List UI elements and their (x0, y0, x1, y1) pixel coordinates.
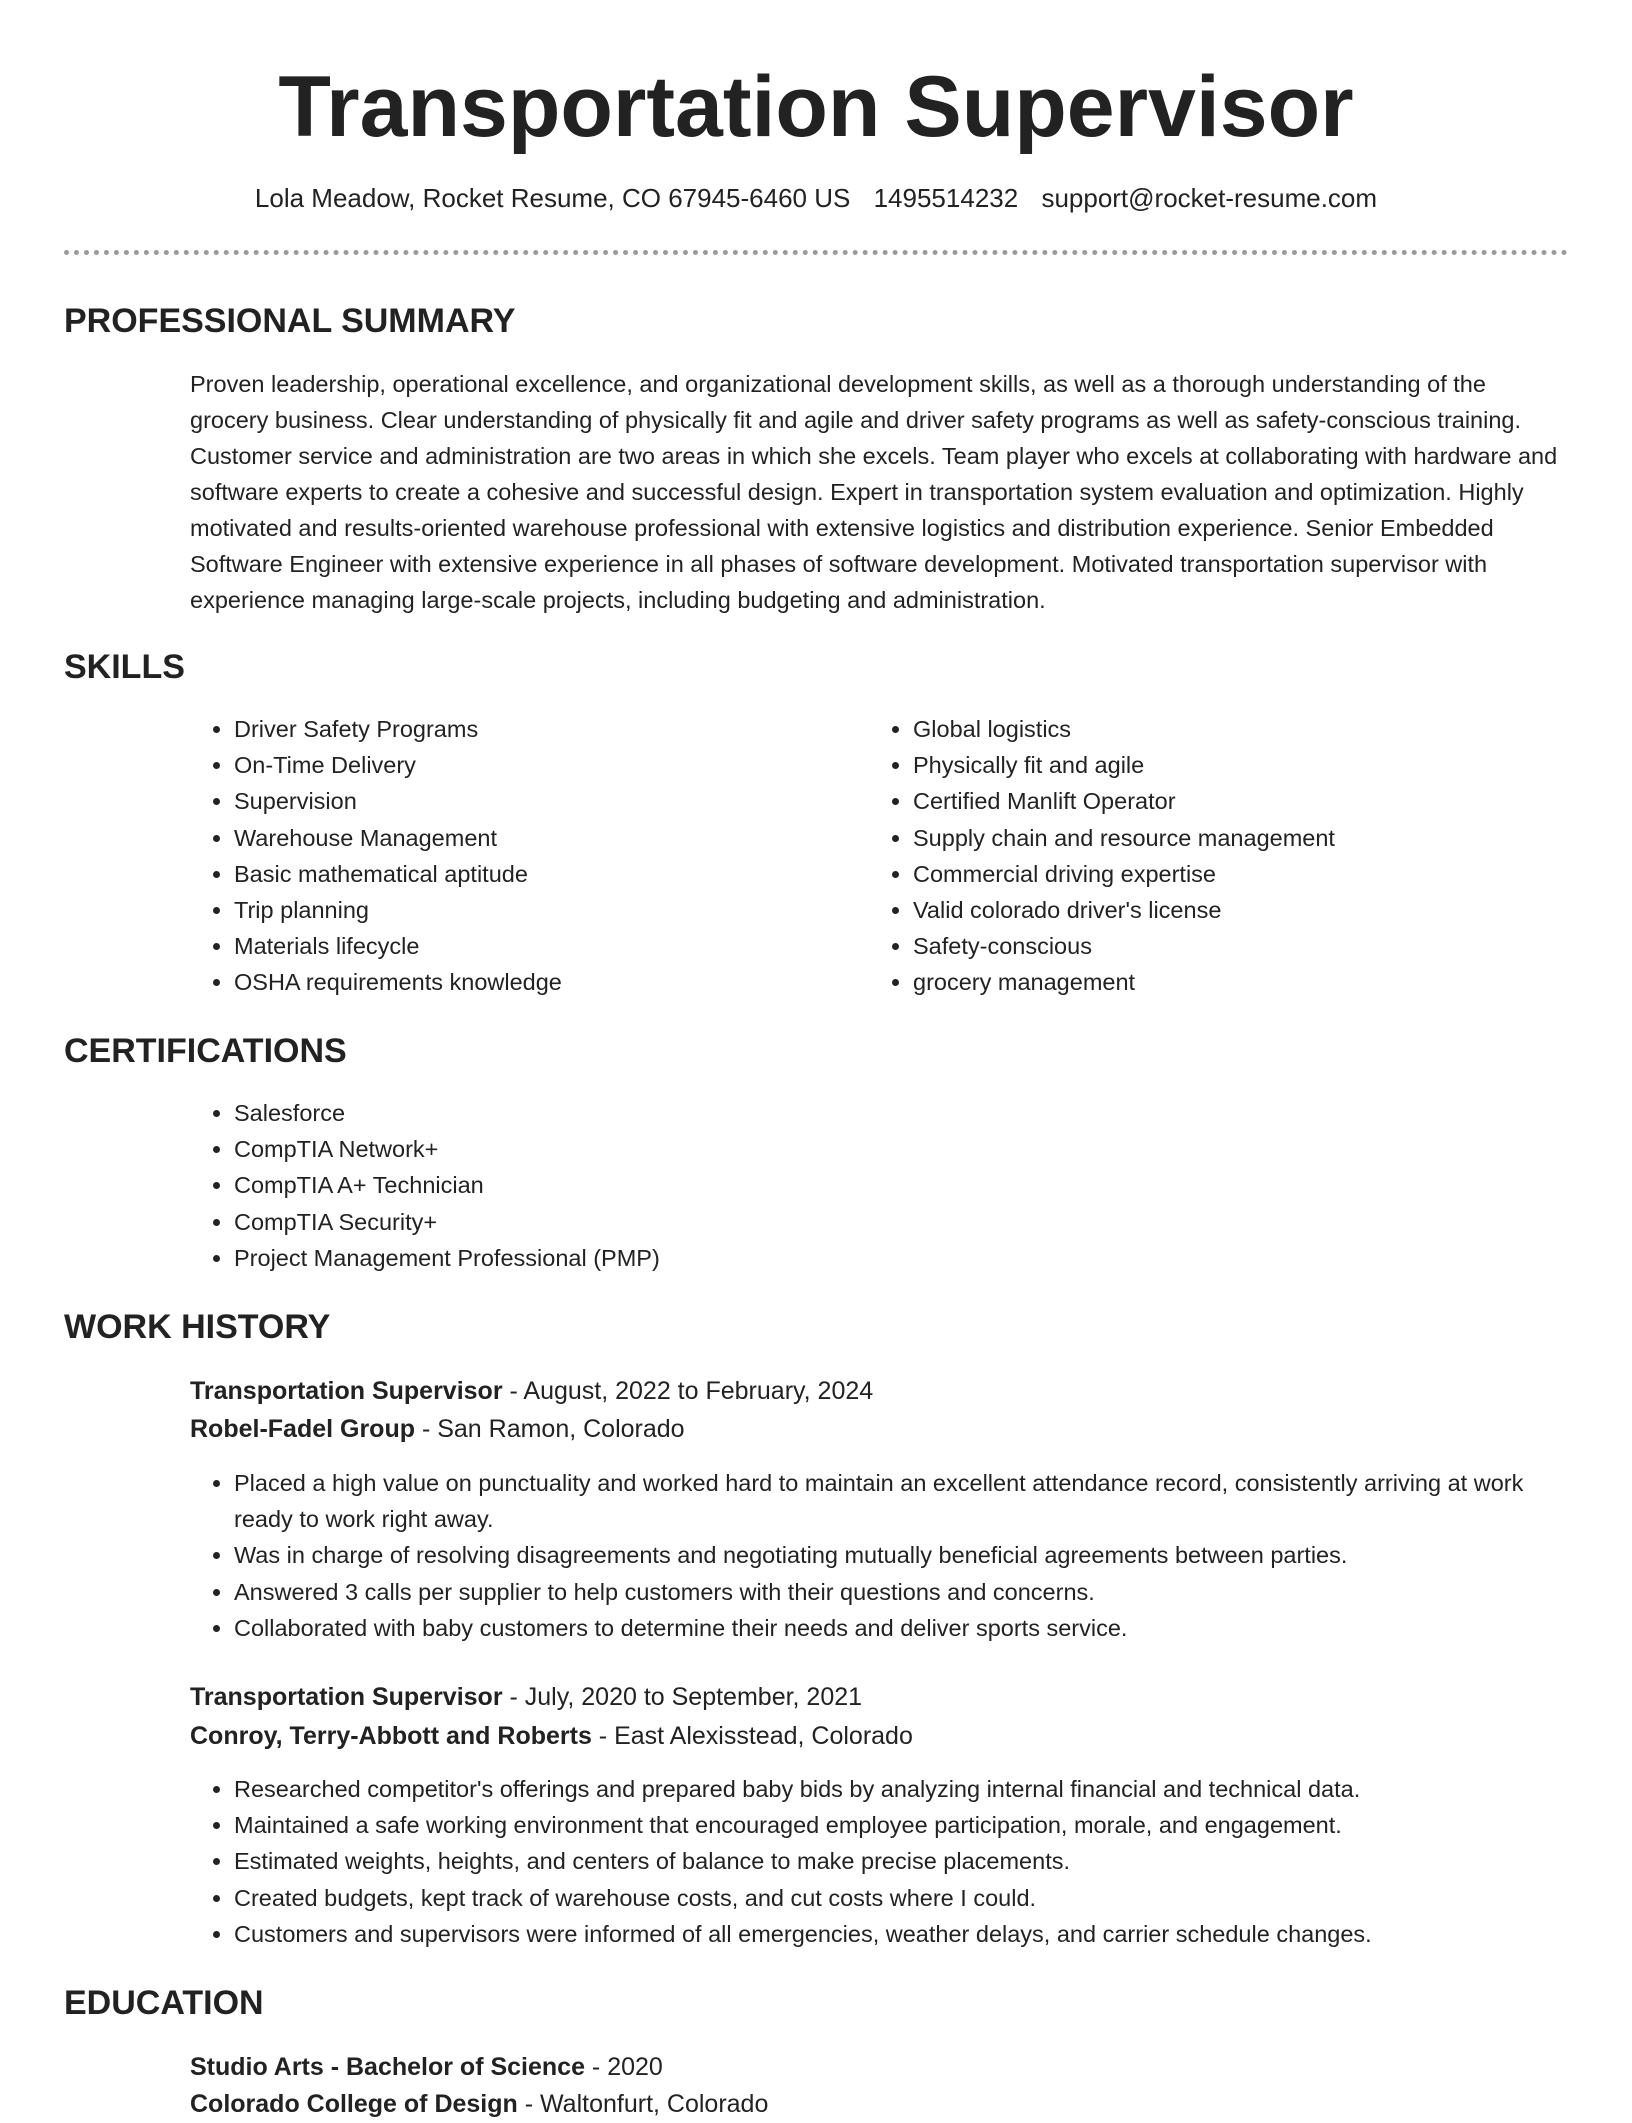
job-bullet: • Customers and supervisors were informed of all emergencies, weather delays, and carrier schedule changes. (234, 1916, 1570, 1952)
certification-item: • CompTIA Security+ (234, 1204, 1090, 1240)
skill-item: • OSHA requirements knowledge (234, 964, 830, 1000)
job-bullet: • Researched competitor's offerings and prepared baby bids by analyzing internal financial and technical data. (234, 1771, 1570, 1807)
education-school: Colorado College of Design (190, 2090, 518, 2118)
job-dates: - August, 2022 to February, 2024 (502, 1377, 874, 1405)
skill-item: • Basic mathematical aptitude (234, 856, 830, 892)
job-title-line (190, 1678, 862, 1716)
job-location: - San Ramon, Colorado (415, 1415, 685, 1443)
job-location: - East Alexisstead, Colorado (591, 1722, 913, 1750)
job-company-line (190, 1410, 685, 1448)
job-bullet: • Was in charge of resolving disagreements and negotiating mutually beneficial agreements between parties. (234, 1537, 1570, 1573)
skill-item: • Supply chain and resource management (913, 820, 1569, 856)
education-year: - 2020 (584, 2053, 663, 2081)
resume-title: Transportation Supervisor (278, 59, 1354, 155)
header-divider (64, 250, 1568, 255)
job-bullet: • Answered 3 calls per supplier to help customers with their questions and concerns. (234, 1574, 1570, 1610)
work-history-heading: WORK HISTORY (64, 1308, 331, 1346)
skill-item: • Valid colorado driver's license (913, 892, 1569, 928)
skill-item: • Certified Manlift Operator (913, 783, 1569, 819)
skill-item: • Supervision (234, 783, 830, 819)
certification-item: • CompTIA Network+ (234, 1131, 1090, 1167)
education-location: - Waltonfurt, Colorado (517, 2090, 769, 2118)
skill-item: • Warehouse Management (234, 820, 830, 856)
education-heading: EDUCATION (64, 1984, 264, 2022)
certification-item: • CompTIA A+ Technician (234, 1167, 1090, 1203)
skill-item: • grocery management (913, 964, 1569, 1000)
skill-item: • Physically fit and agile (913, 747, 1569, 783)
job-title: Transportation Supervisor (190, 1377, 503, 1405)
job-bullet: • Estimated weights, heights, and centers of balance to make precise placements. (234, 1843, 1570, 1879)
education-degree: Studio Arts - Bachelor of Science (190, 2053, 585, 2081)
skills-column-right (869, 711, 1569, 1001)
summary-heading: PROFESSIONAL SUMMARY (64, 302, 516, 340)
job-company: Conroy, Terry-Abbott and Roberts (190, 1722, 592, 1750)
job-company-line (190, 1717, 913, 1755)
skill-item: • Commercial driving expertise (913, 856, 1569, 892)
job-bullet: • Placed a high value on punctuality and worked hard to maintain an excellent attendance record, consistently arriving at work ready to work right away. (234, 1465, 1570, 1537)
job-title: Transportation Supervisor (190, 1683, 503, 1711)
job-bullet: • Created budgets, kept track of warehouse costs, and cut costs where I could. (234, 1880, 1570, 1916)
summary-text: Proven leadership, operational excellence, and organizational development skills, as well as a thorough understanding of the grocery business. Clear understanding of physically fit and agile and driver safety programs as well as safety-conscious training. Customer service and administration are two areas in which she excels. Team player who excels at collaborating with hardware and software experts to create a cohesive and successful design. Expert in transportation system evaluation and optimization. Highly motivated and results-oriented warehouse professional with extensive logistics and distribution experience. Senior Embedded Software Engineer with extensive experience in all phases of software development. Motivated transportation supervisor with experience managing large-scale projects, including budgeting and administration. (190, 371, 1558, 613)
job-bullet: • Collaborated with baby customers to determine their needs and deliver sports service. (234, 1610, 1570, 1646)
certification-item: • Salesforce (234, 1095, 1090, 1131)
contact-phone: 1495514232 (873, 183, 1019, 213)
skill-item: • Global logistics (913, 711, 1569, 747)
contact-email: support@rocket-resume.com (1041, 183, 1378, 213)
certifications-list (190, 1095, 1090, 1276)
certifications-heading: CERTIFICATIONS (64, 1032, 347, 1070)
education-degree-line (190, 2048, 663, 2086)
contact-info (0, 180, 1632, 216)
job-dates: - July, 2020 to September, 2021 (502, 1683, 863, 1711)
certification-item: • Project Management Professional (PMP) (234, 1240, 1090, 1276)
contact-address: Lola Meadow, Rocket Resume, CO 67945-6460 US (254, 183, 851, 213)
job-bullets (190, 1771, 1570, 1952)
skill-item: • Trip planning (234, 892, 830, 928)
skills-column-left (190, 711, 830, 1001)
skills-heading: SKILLS (64, 648, 185, 686)
job-company: Robel-Fadel Group (190, 1415, 415, 1443)
job-bullet: • Maintained a safe working environment that encouraged employee participation, morale, and engagement. (234, 1807, 1570, 1843)
skill-item: • Safety-conscious (913, 928, 1569, 964)
job-bullets (190, 1465, 1570, 1646)
education-school-line (190, 2085, 768, 2123)
job-title-line (190, 1372, 873, 1410)
skill-item: • Materials lifecycle (234, 928, 830, 964)
skill-item: • Driver Safety Programs (234, 711, 830, 747)
skill-item: • On-Time Delivery (234, 747, 830, 783)
